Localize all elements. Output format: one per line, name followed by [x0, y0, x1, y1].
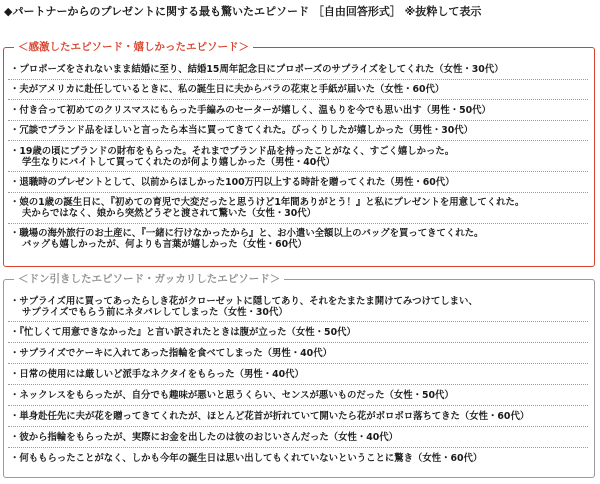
list-item: ・付き合って初めてのクリスマスにもらった手編みのセーターが嬉しく、温もりを今でも思い出す（男性・50代）: [8, 100, 588, 121]
list-item: ・プロポーズをされないまま結婚に至り、結婚15周年記念日にプロポーズのサプライズをしてくれた（女性・30代）: [8, 59, 588, 80]
positive-episodes-heading: ＜感激したエピソード・嬉しかったエピソード＞: [14, 39, 253, 55]
list-item: ・何ももらったことがなく、しかも今年の誕生日は思い出してもくれていないということに驚き（女性・60代）: [10, 453, 483, 464]
page-title: ◆パートナーからのプレゼントに関する最も驚いたエピソード ［自由回答形式］ ※抜粋して表示: [4, 5, 482, 18]
list-item: ・19歳の頃にブランドの財布をもらった。それまでブランド品を持ったことがなく、すごく嬉しかった。 学生なりにバイトして買ってくれたのが何より嬉しかった（男性・40代）: [8, 141, 588, 172]
list-item: ・『忙しくて用意できなかった』と言い訳されたときは腹が立った（女性・50代）: [8, 322, 588, 343]
negative-episodes-heading: ＜ドン引きしたエピソード・ガッカリしたエピソード＞: [14, 271, 284, 287]
list-item: ・単身赴任先に夫が花を贈ってきてくれたが、ほとんど花首が折れていて開いたら花がボロボロ落ちてきた（女性・60代）: [8, 406, 588, 427]
list-item: ・彼から指輪をもらったが、実際にお金を出したのは彼のおじいさんだった（女性・40代）: [8, 427, 588, 448]
positive-episodes-box: [3, 41, 595, 267]
list-item: ・ネックレスをもらったが、自分でも趣味が悪いと思うくらい、センスが悪いものだった（女性・50代）: [8, 385, 588, 406]
list-item: ・冗談でブランド品をほしいと言ったら本当に買ってきてくれた。びっくりしたが嬉しかった（男性・30代）: [8, 121, 588, 142]
list-item: ・職場の海外旅行のお土産に、『一緒に行けなかったから』と、お小遣い全額以上のバッグを買ってきてくれた。 バッグも嬉しかったが、何よりも言葉が嬉しかった（女性・60代）: [10, 228, 484, 250]
negative-episodes-list: [8, 291, 588, 469]
list-item: ・日常の使用には厳しいど派手なネクタイをもらった（男性・40代）: [8, 364, 588, 385]
list-item: ・夫がアメリカに赴任しているときに、私の誕生日に夫からバラの花束と手紙が届いた（女性・60代）: [8, 80, 588, 101]
negative-episodes-box: [3, 273, 595, 478]
list-item: ・サプライズ用に買ってあったらしき花がクローゼットに隠してあり、それをたまたま開けてみつけてしまい、 サプライズでもらう前にネタバレしてしまった（女性・30代）: [8, 291, 588, 322]
list-item: ・娘の1歳の誕生日に、『初めての育児で大変だったと思うけど1年間ありがとう！』と私にプレゼントを用意してくれた。 夫からではなく、娘から突然どうぞと渡されて驚いた（女性・30代）: [8, 193, 588, 224]
list-item: ・退職時のプレゼントとして、以前からほしかった100万円以上する時計を贈ってくれた（男性・60代）: [8, 172, 588, 193]
positive-episodes-list: [8, 59, 588, 255]
list-item: ・サプライズでケーキに入れてあった指輪を食べてしまった（男性・40代）: [8, 343, 588, 364]
